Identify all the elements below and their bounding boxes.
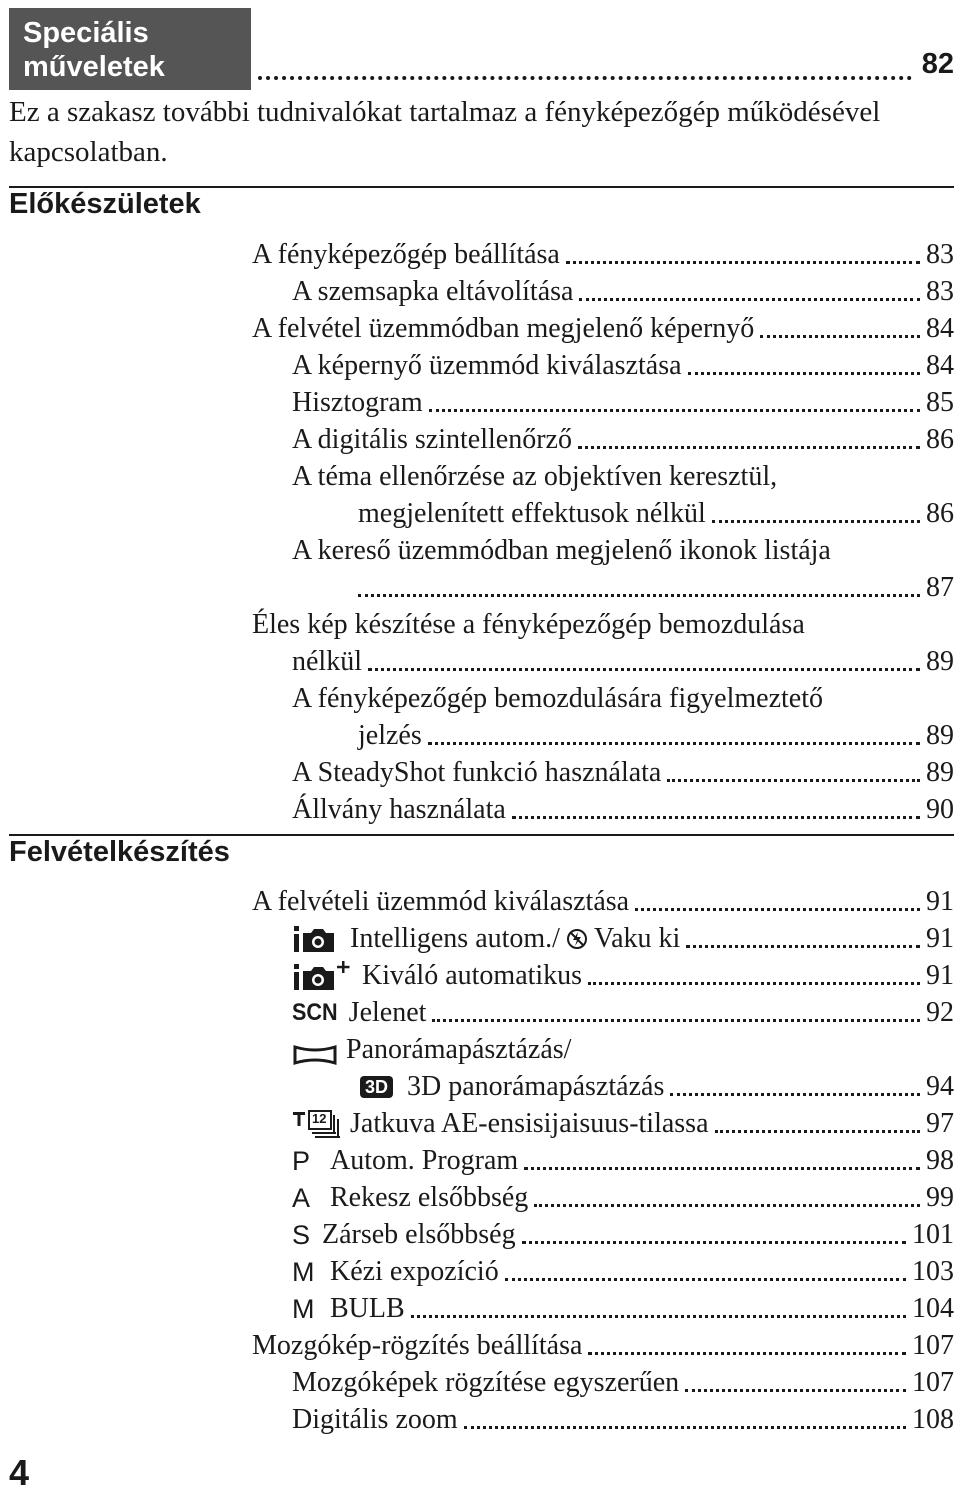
toc-title: A képernyő üzemmód kiválasztása (292, 350, 682, 381)
toc-page: 103 (912, 1256, 954, 1287)
toc-row[interactable] (252, 308, 954, 346)
toc-page: 99 (926, 1182, 954, 1213)
toc-title: Jelenet (348, 997, 427, 1028)
toc-row[interactable] (292, 918, 954, 956)
toc-page: 104 (912, 1293, 954, 1324)
toc-title-wrap (360, 1070, 664, 1104)
toc-page: 87 (926, 572, 954, 603)
toc-title: BULB (330, 1293, 405, 1324)
toc-row[interactable] (292, 992, 954, 1030)
toc-title-wrap (292, 959, 582, 993)
toc-page: 83 (926, 239, 954, 270)
toc-row[interactable] (292, 1288, 954, 1326)
toc-page: 107 (912, 1330, 954, 1361)
toc-title-line1: A fényképezőgép bemozdulására figyelmeztető (292, 683, 823, 714)
toc-title-wrap (292, 996, 426, 1030)
toc-leader (505, 1278, 906, 1281)
toc-page: 84 (926, 350, 954, 381)
toc-page: 86 (926, 498, 954, 529)
toc-leader (522, 1241, 906, 1244)
intelligent-auto-icon (292, 924, 342, 954)
toc-row[interactable] (358, 567, 954, 605)
toc-leader (534, 1204, 920, 1207)
toc-page: 91 (926, 923, 954, 954)
toc-row[interactable] (292, 1103, 954, 1141)
toc-leader (588, 982, 920, 985)
toc-title-wrap (292, 1255, 499, 1289)
shutter-priority-icon: S (292, 1220, 311, 1250)
flash-off-icon (566, 928, 588, 950)
toc-leader (566, 261, 920, 264)
toc-row[interactable] (292, 345, 954, 383)
toc-page: 98 (926, 1145, 954, 1176)
toc-title-line1: Panorámapásztázás/ (346, 1034, 572, 1065)
toc-page: 89 (926, 646, 954, 677)
toc-page: 90 (926, 794, 954, 825)
toc-title-wrap (292, 1144, 518, 1178)
page-number: 4 (9, 1452, 30, 1493)
toc-title: Jatkuva AE-ensisijaisuus-tilassa (350, 1108, 709, 1139)
toc-leader (368, 668, 920, 671)
toc-leader (667, 779, 920, 782)
toc-leader (686, 945, 920, 948)
toc-row[interactable] (292, 419, 954, 457)
toc-title-b: Vaku ki (593, 923, 681, 954)
toc-title-wrap (292, 1107, 709, 1141)
toc-page: 97 (926, 1108, 954, 1139)
toc-row[interactable] (252, 234, 954, 272)
toc-title-wrap (292, 1181, 528, 1215)
toc-title-wrap (292, 1218, 516, 1252)
toc-title: A digitális szintellenőrző (292, 424, 572, 455)
toc-title-wrap (292, 922, 680, 956)
continuous-ae-icon (292, 1109, 342, 1139)
toc-page: 91 (926, 960, 954, 991)
toc-title: Kiváló automatikus (362, 960, 583, 991)
toc-title: Mozgókép-rögzítés beállítása (252, 1330, 583, 1361)
toc-leader (688, 372, 920, 375)
toc-title-line1: A téma ellenőrzése az objektíven keresztül, (292, 461, 778, 492)
toc-page: 89 (926, 720, 954, 751)
toc-page: 84 (926, 313, 954, 344)
toc-title: Autom. Program (330, 1145, 519, 1176)
toc-title-line1: A kereső üzemmódban megjelenő ikonok listája (292, 535, 831, 566)
toc-title-line1: Éles kép készítése a fényképezőgép bemozdulása (252, 609, 805, 640)
toc-row[interactable] (358, 715, 954, 753)
toc-row[interactable] (292, 641, 954, 679)
3d-icon: 3D (360, 1076, 393, 1098)
continuous-ae-icon-number: 12 (312, 1111, 327, 1126)
toc-leader (524, 1167, 920, 1170)
toc-title: A szemsapka eltávolítása (292, 276, 574, 307)
toc-page: 85 (926, 387, 954, 418)
toc-page: 86 (926, 424, 954, 455)
toc-row[interactable] (292, 1140, 954, 1178)
manual-mode-icon: M (292, 1257, 315, 1287)
toc-leader (578, 446, 920, 449)
toc-title: Hisztogram (292, 387, 423, 418)
toc-title: 3D panorámapásztázás (407, 1071, 665, 1102)
toc-title: Mozgóképek rögzítése egyszerűen (292, 1367, 680, 1398)
panorama-icon (292, 1043, 338, 1067)
toc-title: A fényképezőgép beállítása (252, 239, 560, 270)
toc-row[interactable] (252, 1325, 954, 1363)
toc-title: A felvételi üzemmód kiválasztása (252, 886, 630, 917)
toc-title-line1-wrap (292, 1029, 571, 1067)
toc-row[interactable] (358, 493, 954, 531)
toc-leader (588, 1352, 906, 1355)
toc-title: Intelligens autom./ (350, 923, 560, 954)
toc-leader (512, 816, 920, 819)
section-title-prep: Előkészületek (9, 188, 201, 220)
superior-auto-icon (292, 960, 354, 992)
toc-title: A felvétel üzemmódban megjelenő képernyő (252, 313, 755, 344)
chapter-page: 82 (921, 48, 954, 80)
toc-page: 89 (926, 757, 954, 788)
toc-title: nélkül (292, 646, 362, 677)
toc-row[interactable] (292, 271, 954, 309)
toc-row[interactable] (292, 1214, 954, 1252)
toc-row[interactable] (292, 955, 954, 993)
toc-leader (411, 1315, 906, 1318)
toc-leader (429, 409, 920, 412)
toc-row[interactable] (292, 752, 954, 790)
toc-leader (670, 1093, 920, 1096)
toc-title: megjelenített effektusok nélkül (358, 498, 706, 529)
toc-page: 91 (926, 886, 954, 917)
toc-leader (712, 520, 920, 523)
toc-leader (579, 298, 920, 301)
toc-row[interactable] (292, 1177, 954, 1215)
toc-page: 94 (926, 1071, 954, 1102)
toc-title: Állvány használata (292, 794, 506, 825)
toc-row[interactable] (360, 1066, 954, 1104)
chapter-title-line1: Speciális (23, 17, 149, 49)
toc-leader (428, 742, 920, 745)
toc-row[interactable] (292, 1251, 954, 1289)
aperture-priority-icon: A (292, 1183, 311, 1213)
section-title-shoot: Felvételkészítés (9, 836, 230, 868)
toc-title: Kézi expozíció (330, 1256, 499, 1287)
toc-page: 92 (926, 997, 954, 1028)
bulb-mode-icon: M (292, 1294, 315, 1324)
toc-leader (358, 594, 920, 597)
toc-title: jelzés (358, 720, 422, 751)
toc-page: 101 (912, 1219, 954, 1250)
toc-page: 83 (926, 276, 954, 307)
chapter-tab (9, 8, 251, 90)
toc-row[interactable] (292, 789, 954, 827)
toc-title-wrap (292, 1292, 405, 1326)
program-mode-icon: P (292, 1146, 311, 1176)
toc-title: Rekesz elsőbbség (330, 1182, 529, 1213)
toc-leader (432, 1019, 920, 1022)
toc-row[interactable] (292, 1362, 954, 1400)
toc-leader (464, 1426, 906, 1429)
toc-leader (715, 1130, 920, 1133)
toc-leader (685, 1389, 906, 1392)
toc-row[interactable] (292, 382, 954, 420)
toc-leader (760, 335, 920, 338)
toc-row[interactable] (252, 881, 954, 919)
scene-icon: SCN (292, 999, 338, 1026)
toc-title: A SteadyShot funkció használata (292, 757, 662, 788)
toc-row[interactable] (292, 1399, 954, 1437)
chapter-title-line2: műveletek (23, 51, 165, 83)
toc-page: 107 (912, 1367, 954, 1398)
toc-page: 108 (912, 1404, 954, 1435)
chapter-intro: Ez a szakasz további tudnivalókat tartalmaz a fényképezőgép működésével kapcsolatban. (9, 96, 881, 168)
chapter-leader (258, 76, 912, 80)
toc-title: Digitális zoom (292, 1404, 458, 1435)
toc-title: Zárseb elsőbbség (322, 1219, 516, 1250)
toc-leader (635, 908, 920, 911)
